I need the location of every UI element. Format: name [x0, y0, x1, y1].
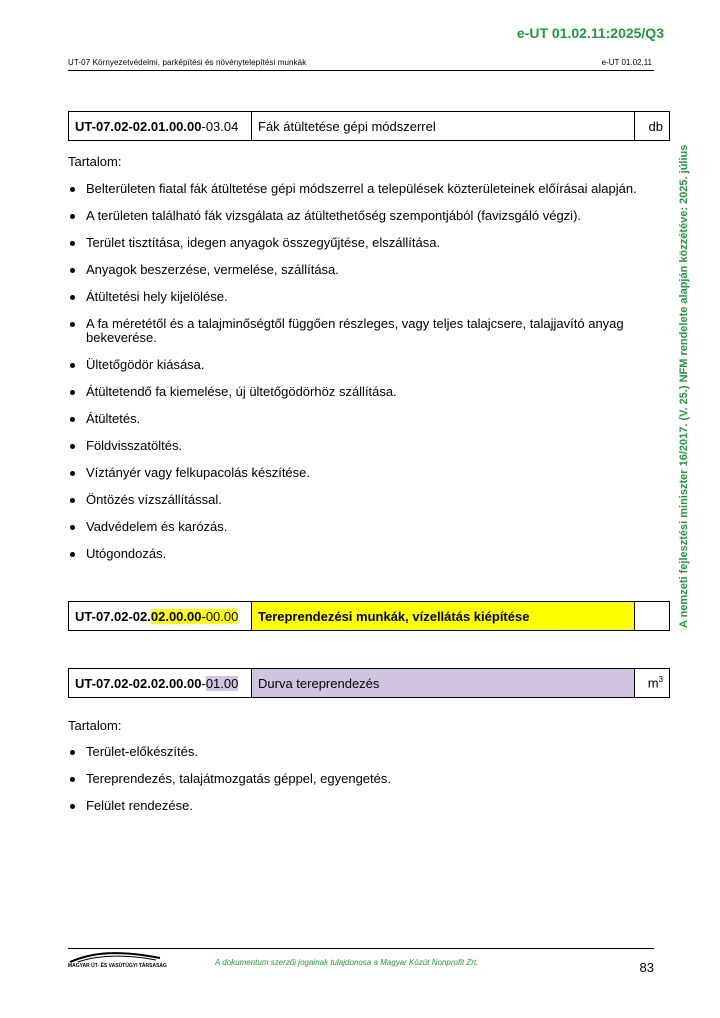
item-unit: db [635, 112, 670, 141]
item-description: Tereprendezési munkák, vízellátás kiépítése [252, 602, 635, 631]
list-item: Víztányér vagy felkupacolás készítése. [68, 466, 653, 480]
item-table-1 [68, 111, 670, 141]
item-description: Durva tereprendezés [252, 669, 635, 698]
list-item: Tereprendezés, talajátmozgatás géppel, egyengetés. [68, 772, 653, 786]
item-code: UT-07.02-02.02.00.00-01.00 [69, 669, 252, 698]
document-code: e-UT 01.02.11:2025/Q3 [516, 25, 664, 41]
list-item: Átültetendő fa kiemelése, új ültetőgödörhöz szállítása. [68, 385, 653, 399]
header-divider [68, 70, 654, 71]
list-item: Átültetés. [68, 412, 653, 426]
item-unit: $m^3$ [635, 669, 670, 698]
list-item: Átültetési hely kijelölése. [68, 290, 653, 304]
page-number: 83 [639, 960, 654, 975]
running-header-code: e-UT 01.02.11 [601, 58, 652, 67]
content-label: Tartalom: [68, 154, 122, 169]
list-item: Vadvédelem és karózás. [68, 520, 653, 534]
item-code: UT-07.02-02.02.00.00-00.00 [69, 602, 252, 631]
list-item: Ültetőgödör kiásása. [68, 358, 653, 372]
item-code: UT-07.02-02.01.00.00-03.04 [69, 112, 252, 141]
copyright-notice: A dokumentum szerzői jogainak tulajdonosa a Magyar Közút Nonprofit Zrt. [215, 958, 479, 967]
item-unit [635, 602, 670, 631]
list-item: Terület-előkészítés. [68, 745, 653, 759]
footer-divider [68, 948, 654, 949]
list-item: A fa méretétől és a talajminőségtől függően részleges, vagy teljes talajcsere, talajjavító anyag bekeverése. [68, 317, 653, 345]
society-logo-icon [68, 950, 163, 964]
list-item: Belterületen fiatal fák átültetése gépi módszerrel a települések közterületeinek előírásai alapján. [68, 182, 653, 196]
running-header-title: UT-07 Környezetvédelmi, parképítési és növénytelepítési munkák [68, 58, 307, 67]
item-description: Fák átültetése gépi módszerrel [252, 112, 635, 141]
content-list-3 [68, 745, 653, 826]
item-table-3 [68, 668, 670, 698]
list-item: A területen található fák vizsgálata az átültethetőség szempontjából (favizsgáló végzi). [68, 209, 653, 223]
list-item: Anyagok beszerzése, vermelése, szállítása. [68, 263, 653, 277]
list-item: Öntözés vízszállítással. [68, 493, 653, 507]
list-item: Utógondozás. [68, 547, 653, 561]
society-logo-text: MAGYAR ÚT- ÉS VASÚTÜGYI TÁRSASÁG [68, 963, 167, 969]
content-label: Tartalom: [68, 718, 122, 733]
item-table-2 [68, 601, 670, 631]
content-list-1 [68, 182, 653, 574]
list-item: Felület rendezése. [68, 799, 653, 813]
list-item: Földvisszatöltés. [68, 439, 653, 453]
publication-side-note: A nemzeti fejlesztési miniszter 16/2017. (V. 25.) NFM rendelete alapján közzétéve: 2025. július [678, 144, 690, 628]
list-item: Terület tisztítása, idegen anyagok összegyűjtése, elszállítása. [68, 236, 653, 250]
